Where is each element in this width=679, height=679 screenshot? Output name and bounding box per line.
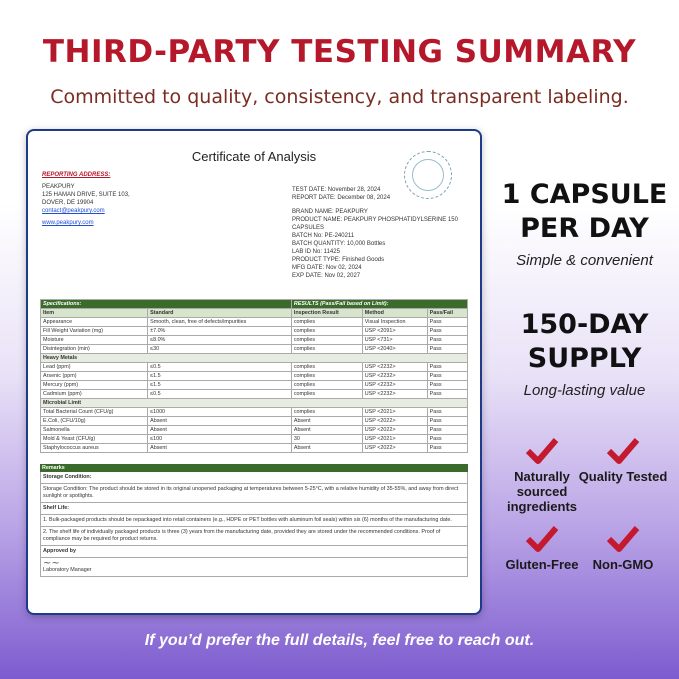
table-row bbox=[41, 444, 468, 453]
footer-text: If you’d prefer the full details, feel free to reach out. bbox=[144, 632, 535, 649]
table-cell: ≤0.5 bbox=[148, 363, 292, 372]
column-header: Method bbox=[362, 309, 427, 318]
table-cell: Pass bbox=[427, 327, 467, 336]
table-cell: Pass bbox=[427, 444, 467, 453]
feature-gluten bbox=[497, 525, 587, 572]
table-cell: USP <731> bbox=[362, 336, 427, 345]
table-cell: Pass bbox=[427, 336, 467, 345]
table-cell: complies bbox=[291, 345, 362, 354]
supply-line-2: SUPPLY bbox=[527, 343, 642, 374]
storage-label: Storage Condition: bbox=[40, 472, 468, 484]
table-cell: Pass bbox=[427, 381, 467, 390]
table-row bbox=[41, 381, 468, 390]
table-row bbox=[41, 318, 468, 327]
table-row bbox=[41, 408, 468, 417]
microbial-label: Microbial Limit bbox=[41, 399, 468, 408]
column-header: Inspection Result bbox=[291, 309, 362, 318]
page-subtitle: Committed to quality, consistency, and transparent labeling. bbox=[50, 86, 629, 108]
check-icon bbox=[606, 525, 640, 553]
table-cell: USP <2021> bbox=[362, 408, 427, 417]
website-link[interactable]: www.peakpury.com bbox=[42, 220, 94, 226]
table-cell: USP <2040> bbox=[362, 345, 427, 354]
table-row bbox=[41, 435, 468, 444]
table-cell: Cadmium (ppm) bbox=[41, 390, 148, 399]
table-row bbox=[41, 372, 468, 381]
column-header: Pass/Fail bbox=[427, 309, 467, 318]
company-name: PEAKPURY bbox=[42, 184, 75, 190]
spec-label: Specifications: bbox=[41, 300, 292, 309]
table-cell: Pass bbox=[427, 345, 467, 354]
table-cell: USP <2022> bbox=[362, 426, 427, 435]
table-row bbox=[41, 390, 468, 399]
table-cell: Lead (ppm) bbox=[41, 363, 148, 372]
remarks-section bbox=[40, 464, 468, 577]
table-cell: Absent bbox=[291, 426, 362, 435]
table-cell: USP <2022> bbox=[362, 444, 427, 453]
table-cell: USP <2091> bbox=[362, 327, 427, 336]
table-cell: Pass bbox=[427, 372, 467, 381]
report-date: REPORT DATE: December 08, 2024 bbox=[292, 195, 391, 201]
email-link[interactable]: contact@peakpury.com bbox=[42, 208, 105, 214]
table-cell: complies bbox=[291, 381, 362, 390]
table-cell: Pass bbox=[427, 363, 467, 372]
manager-label: Laboratory Manager bbox=[43, 567, 92, 573]
table-cell: Salmonella bbox=[41, 426, 148, 435]
table-cell: Absent bbox=[148, 417, 292, 426]
certificate-title: Certificate of Analysis bbox=[191, 149, 317, 164]
specifications-table bbox=[40, 299, 468, 453]
table-cell: Mercury (ppm) bbox=[41, 381, 148, 390]
address-line-2: DOVER, DE 19904 bbox=[42, 200, 94, 206]
supply-line-1: 150-DAY bbox=[520, 309, 649, 340]
column-header: Item bbox=[41, 309, 148, 318]
table-cell: Fill Weight Variation (mg) bbox=[41, 327, 148, 336]
table-cell: Absent bbox=[291, 444, 362, 453]
table-cell: USP <2021> bbox=[362, 435, 427, 444]
table-cell: Visual Inspection bbox=[362, 318, 427, 327]
table-cell: Arsenic (ppm) bbox=[41, 372, 148, 381]
product-type: PRODUCT TYPE: Finished Goods bbox=[292, 257, 385, 263]
table-cell: ±7.0% bbox=[148, 327, 292, 336]
remarks-label: Remarks bbox=[40, 464, 468, 472]
table-row bbox=[41, 363, 468, 372]
table-header-row bbox=[41, 309, 468, 318]
table-row bbox=[41, 417, 468, 426]
table-cell: Absent bbox=[148, 444, 292, 453]
table-cell: 30 bbox=[291, 435, 362, 444]
table-cell: Absent bbox=[148, 426, 292, 435]
table-cell: Appearance bbox=[41, 318, 148, 327]
table-cell: complies bbox=[291, 318, 362, 327]
batch-number: BATCH No: PE-240211 bbox=[292, 233, 355, 239]
test-date: TEST DATE: November 28, 2024 bbox=[292, 187, 381, 193]
exp-date: EXP DATE: Nov 02, 2027 bbox=[292, 273, 361, 279]
table-cell: Total Bacterial Count (CFU/g) bbox=[41, 408, 148, 417]
capsule-sub: Simple & convenient bbox=[516, 252, 653, 269]
table-cell: Pass bbox=[427, 390, 467, 399]
check-icon bbox=[525, 525, 559, 553]
column-header: Standard bbox=[148, 309, 292, 318]
table-cell: Mold & Yeast (CFU/g) bbox=[41, 435, 148, 444]
feature-natural-label: Naturally sourced ingredients bbox=[506, 469, 578, 514]
capsule-block bbox=[490, 178, 679, 269]
check-icon bbox=[606, 437, 640, 465]
reporting-address-label: REPORTING ADDRESS: bbox=[42, 172, 111, 178]
approved-label: Approved by bbox=[40, 546, 468, 558]
batch-quantity: BATCH QUANTITY: 10,000 Bottles bbox=[292, 241, 386, 247]
table-cell: E.Coli, (CFU/10g) bbox=[41, 417, 148, 426]
table-cell: Pass bbox=[427, 318, 467, 327]
shelf-life-2: 2. The shelf life of individually packaged products is three (3) years from the manufacturing date, provided they are stored under the recommended conditions. Proof of compliance may be required for product returns. bbox=[40, 527, 468, 546]
table-row bbox=[41, 426, 468, 435]
table-cell: Pass bbox=[427, 435, 467, 444]
supply-sub: Long-lasting value bbox=[523, 382, 646, 399]
address-line-1: 125 HAMAN DRIVE, SUITE 103, bbox=[42, 192, 130, 198]
table-cell: Disintegration (min) bbox=[41, 345, 148, 354]
table-cell: USP <2232> bbox=[362, 390, 427, 399]
certificate-meta bbox=[292, 186, 472, 280]
table-cell: USP <2022> bbox=[362, 417, 427, 426]
table-cell: Pass bbox=[427, 417, 467, 426]
table-cell: ≤0.5 bbox=[148, 390, 292, 399]
brand-name: BRAND NAME: PEAKPURY bbox=[292, 209, 368, 215]
feature-nongmo-label: Non-GMO bbox=[592, 557, 654, 572]
table-cell: ≤1.5 bbox=[148, 381, 292, 390]
signature-icon: ~~ bbox=[43, 558, 60, 569]
table-cell: Smooth, clean, free of defects/impurities bbox=[148, 318, 292, 327]
table-cell: Pass bbox=[427, 426, 467, 435]
table-cell: complies bbox=[291, 336, 362, 345]
heavy-metals-label: Heavy Metals bbox=[41, 354, 468, 363]
table-row bbox=[41, 327, 468, 336]
signature-block bbox=[40, 558, 468, 577]
table-cell: complies bbox=[291, 372, 362, 381]
feature-gluten-label: Gluten-Free bbox=[505, 557, 579, 572]
table-cell: Pass bbox=[427, 408, 467, 417]
feature-natural bbox=[497, 437, 587, 514]
shelf-life-1: 1. Bulk-packaged products should be repackaged into retail containers (e.g., HDPE or PET bottles with aluminum foil seals) within six (6) months of the manufacturing date. bbox=[40, 515, 468, 527]
reporting-address bbox=[42, 171, 222, 227]
certificate-card bbox=[26, 129, 482, 615]
table-row bbox=[41, 345, 468, 354]
results-label: RESULTS (Pass/Fail based on Limit): bbox=[291, 300, 467, 309]
table-cell: ≤8.0% bbox=[148, 336, 292, 345]
table-cell: Moisture bbox=[41, 336, 148, 345]
table-cell: complies bbox=[291, 327, 362, 336]
table-cell: USP <2232> bbox=[362, 363, 427, 372]
feature-quality bbox=[578, 437, 668, 484]
table-cell: complies bbox=[291, 363, 362, 372]
table-cell: ≤1000 bbox=[148, 408, 292, 417]
table-cell: ≤1.5 bbox=[148, 372, 292, 381]
storage-text: Storage Condition: The product should be stored in its original unopened packaging at temperatures between 5-25°C, with a relative humidity of 35-55%, and away from direct sunlight or spotlights. bbox=[40, 484, 468, 503]
check-icon bbox=[525, 437, 559, 465]
table-cell: USP <2232> bbox=[362, 381, 427, 390]
table-row bbox=[41, 336, 468, 345]
table-cell: complies bbox=[291, 408, 362, 417]
supply-block bbox=[490, 308, 679, 399]
capsule-line-1: 1 CAPSULE bbox=[501, 179, 668, 210]
capsule-line-2: PER DAY bbox=[520, 213, 649, 244]
table-cell: ≤30 bbox=[148, 345, 292, 354]
table-cell: complies bbox=[291, 390, 362, 399]
shelf-life-label: Shelf Life: bbox=[40, 503, 468, 515]
table-cell: Staphylococcus aureus bbox=[41, 444, 148, 453]
table-cell: Absent bbox=[291, 417, 362, 426]
page-title: THIRD-PARTY TESTING SUMMARY bbox=[42, 34, 637, 70]
table-cell: USP <2232> bbox=[362, 372, 427, 381]
feature-nongmo bbox=[578, 525, 668, 572]
lab-id: LAB ID No: 11425 bbox=[292, 249, 340, 255]
table-cell: ≤100 bbox=[148, 435, 292, 444]
feature-quality-label: Quality Tested bbox=[578, 469, 668, 484]
mfg-date: MFG DATE: Nov 02, 2024 bbox=[292, 265, 362, 271]
product-name: PRODUCT NAME: PEAKPURY PHOSPHATIDYLSERINE 150 CAPSULES bbox=[292, 217, 458, 231]
